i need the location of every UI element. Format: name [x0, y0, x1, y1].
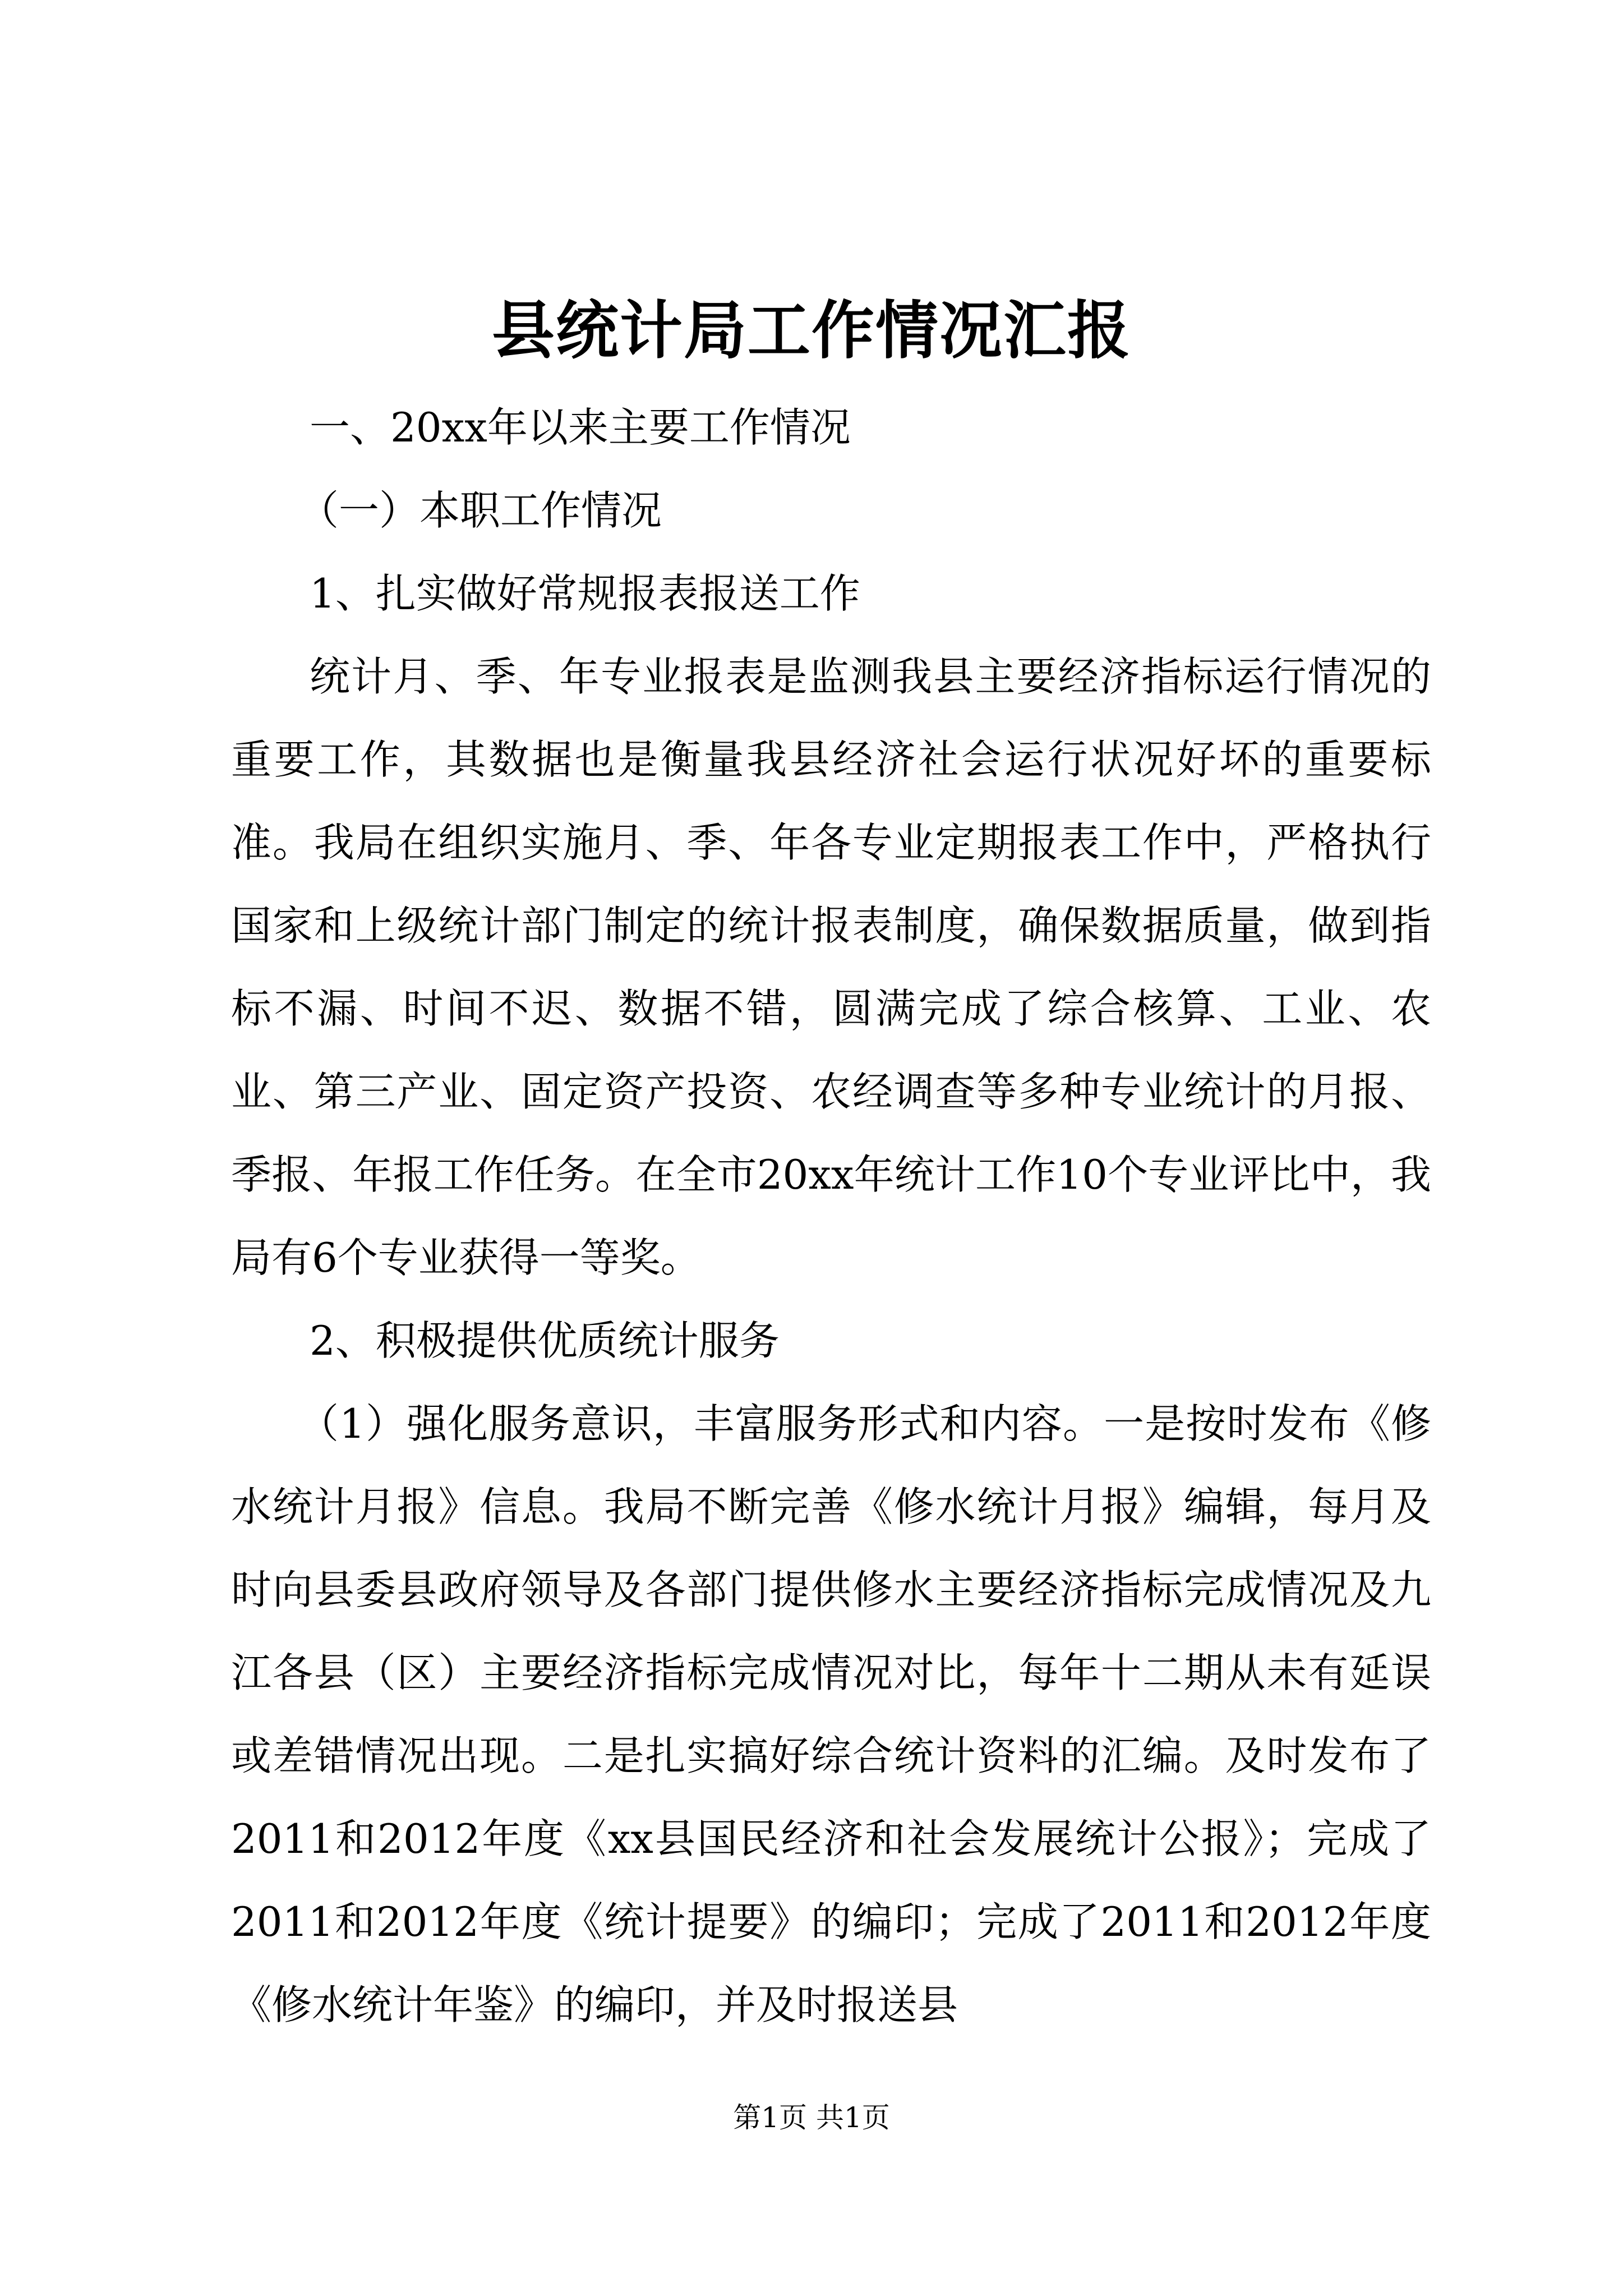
- section-heading: 一、20xx年以来主要工作情况: [310, 404, 851, 451]
- item-heading: 1、扎实做好常规报表报送工作: [310, 570, 860, 617]
- body-paragraph: 统计月、季、年专业报表是监测我县主要经济指标运行情况的重要工作，其数据也是衡量我县经济社会运行状况好坏的重要标准。我局在组织实施月、季、年各专业定期报表工作中，严格执行国家和上级统计部门制定的统计报表制度，确保数据质量，做到指标不漏、时间不迟、数据不错，圆满完成了综合核算、工业、农业、第三产业、固定资产投资、农经调查等多种专业统计的月报、季报、年报工作任务。在全市20xx年统计工作10个专业评比中，我局有6个专业获得一等奖。: [231, 653, 1431, 1281]
- document-title: 县统计局工作情况汇报: [492, 294, 1131, 367]
- subsection-heading: （一）本职工作情况: [298, 487, 662, 534]
- body-paragraph: （1）强化服务意识，丰富服务形式和内容。一是按时发布《修水统计月报》信息。我局不断完善《修水统计月报》编辑，每月及时向县委县政府领导及各部门提供修水主要经济指标完成情况及九江各县（区）主要经济指标完成情况对比，每年十二期从未有延误或差错情况出现。二是扎实搞好综合统计资料的汇编。及时发布了2011和2012年度《xx县国民经济和社会发展统计公报》；完成了2011和2012年度《统计提要》的编印；完成了2011和2012年度《修水统计年鉴》的编印，并及时报送县: [231, 1400, 1431, 2028]
- document-body: [231, 386, 1431, 2046]
- page-footer: 第1页 共1页: [733, 2101, 890, 2134]
- item-heading: 2、积极提供优质统计服务: [310, 1317, 780, 1364]
